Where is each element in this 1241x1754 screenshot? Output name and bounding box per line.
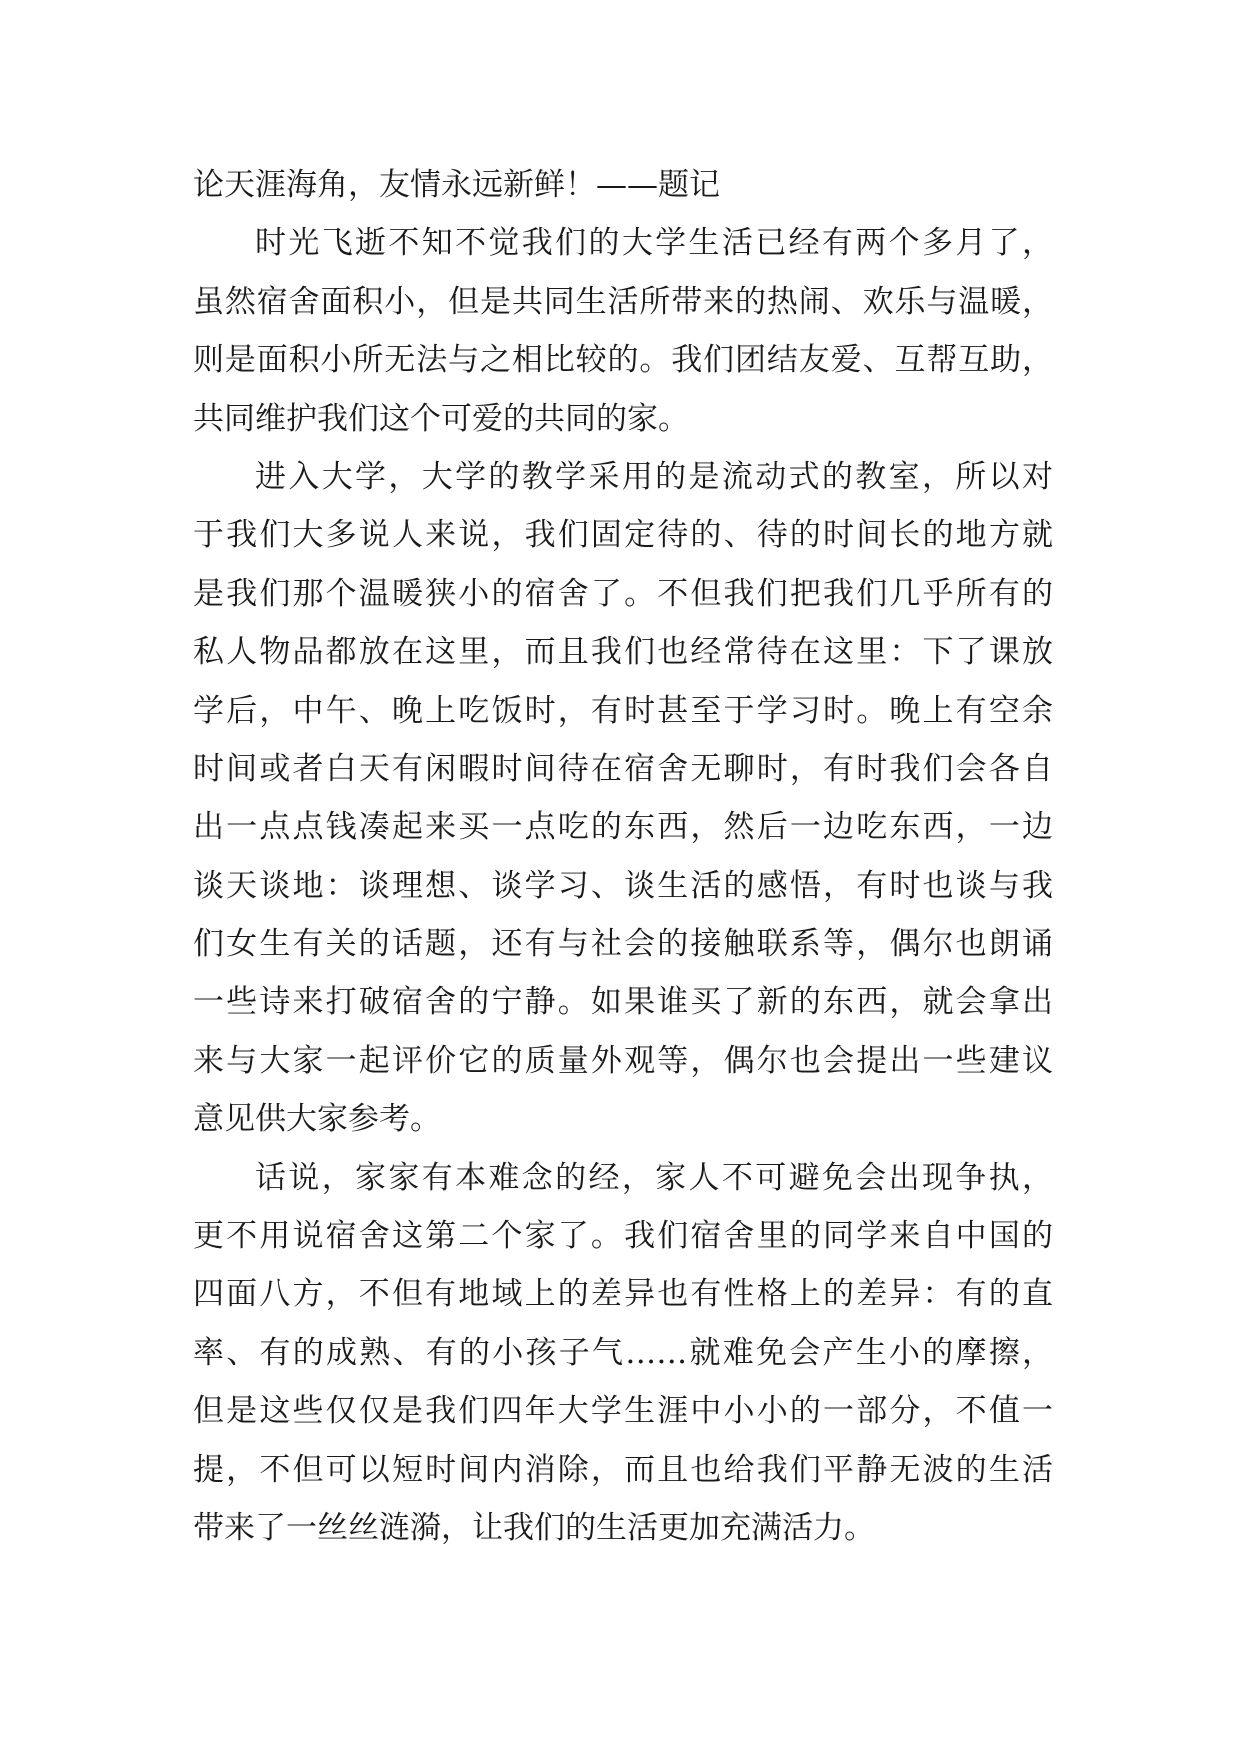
paragraph-2-line-1: 进入大学，大学的教学采用的是流动式的教室，所以对: [255, 458, 1053, 495]
paragraph-2-line-2: 于我们大多说人来说，我们固定待的、待的时间长的地方就: [193, 517, 1053, 554]
paragraph-2-line-7: 出一点点钱凑起来买一点吃的东西，然后一边吃东西，一边: [193, 809, 1053, 846]
paragraph-3-line-5: 但是这些仅仅是我们四年大学生涯中小小的一部分，不值一: [193, 1393, 1053, 1430]
paragraph-1-line-4: 共同维护我们这个可爱的共同的家。: [193, 400, 689, 437]
paragraph-2-line-6: 时间或者白天有闲暇时间待在宿舍无聊时，有时我们会各自: [193, 750, 1053, 787]
paragraph-1-line-1: 时光飞逝不知不觉我们的大学生活已经有两个多月了，: [255, 225, 1053, 262]
paragraph-3-line-2: 更不用说宿舍这第二个家了。我们宿舍里的同学来自中国的: [193, 1218, 1053, 1255]
paragraph-1-line-3: 则是面积小所无法与之相比较的。我们团结友爱、互帮互助，: [193, 342, 1053, 379]
paragraph-3-line-3: 四面八方，不但有地域上的差异也有性格上的差异：有的直: [193, 1276, 1053, 1313]
paragraph-2-line-4: 私人物品都放在这里，而且我们也经常待在这里：下了课放: [193, 634, 1053, 671]
paragraph-3-line-7: 带来了一丝丝涟漪，让我们的生活更加充满活力。: [193, 1509, 875, 1546]
paragraph-2-line-9: 们女生有关的话题，还有与社会的接触联系等，偶尔也朗诵: [193, 926, 1053, 963]
paragraph-2-line-12: 意见供大家参考。: [193, 1101, 441, 1138]
paragraph-1-line-2: 虽然宿舍面积小，但是共同生活所带来的热闹、欢乐与温暖，: [193, 283, 1053, 320]
epigraph-line: 论天涯海角，友情永远新鲜！——题记: [193, 167, 720, 203]
paragraph-3-line-1: 话说，家家有本难念的经，家人不可避免会出现争执，: [255, 1159, 1053, 1196]
paragraph-2-line-8: 谈天谈地：谈理想、谈学习、谈生活的感悟，有时也谈与我: [193, 867, 1053, 904]
paragraph-3-line-4: 率、有的成熟、有的小孩子气……就难免会产生小的摩擦，: [193, 1334, 1053, 1371]
paragraph-2-line-10: 一些诗来打破宿舍的宁静。如果谁买了新的东西，就会拿出: [193, 984, 1053, 1021]
paragraph-2-line-11: 来与大家一起评价它的质量外观等，偶尔也会提出一些建议: [193, 1042, 1053, 1079]
paragraph-2-line-5: 学后，中午、晚上吃饭时，有时甚至于学习时。晚上有空余: [193, 692, 1053, 729]
paragraph-2-line-3: 是我们那个温暖狭小的宿舍了。不但我们把我们几乎所有的: [193, 575, 1053, 612]
paragraph-3-line-6: 提，不但可以短时间内消除，而且也给我们平静无波的生活: [193, 1451, 1053, 1488]
document-body: [193, 156, 1053, 1557]
